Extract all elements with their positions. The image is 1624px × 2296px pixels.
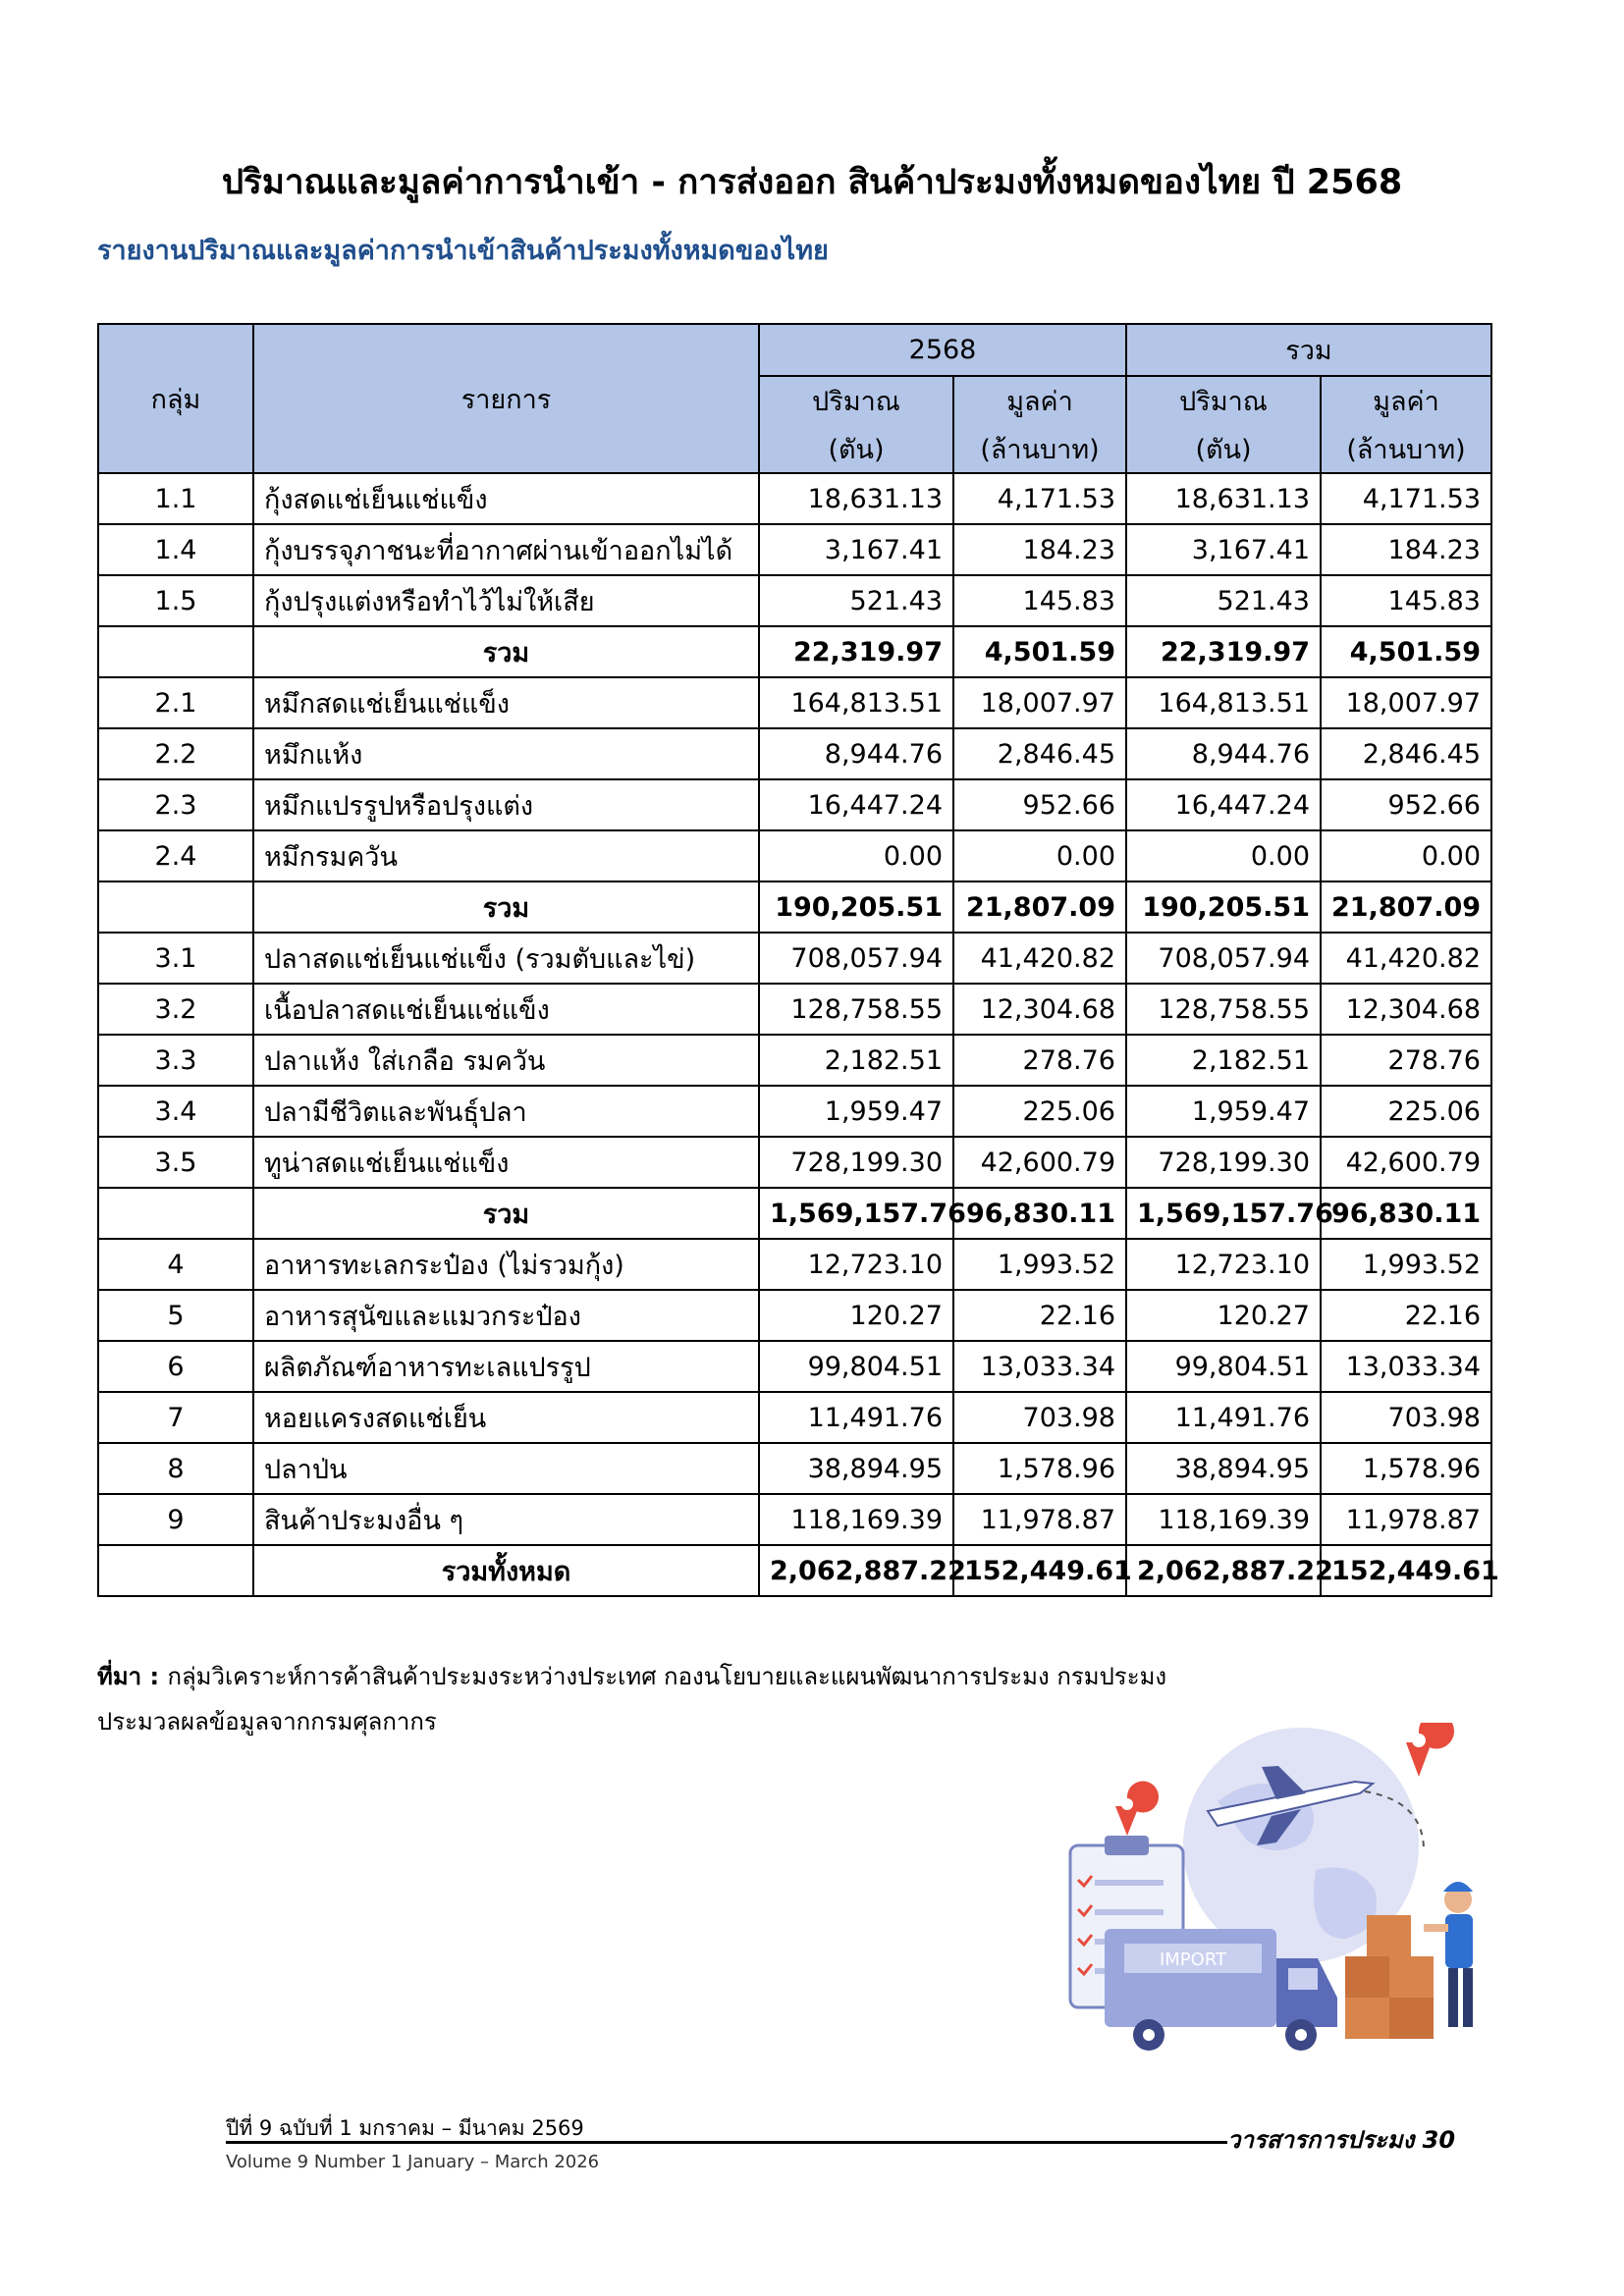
row-total-value: 42,600.79 <box>1321 1137 1491 1188</box>
row-value: 12,304.68 <box>953 984 1126 1035</box>
row-item: หมึกแปรรูปหรือปรุงแต่ง <box>253 779 759 830</box>
truck-label: IMPORT <box>1159 1949 1227 1970</box>
table-row <box>98 830 1491 881</box>
table-row <box>98 1239 1491 1290</box>
row-total-value: 0.00 <box>1321 830 1491 881</box>
subtotal-row <box>98 626 1491 677</box>
row-value: 703.98 <box>953 1392 1126 1443</box>
row-total-value: 41,420.82 <box>1321 933 1491 984</box>
grand-total-label: รวมทั้งหมด <box>253 1545 759 1596</box>
row-total-qty: 708,057.94 <box>1126 933 1321 984</box>
row-item: รวม <box>253 1188 759 1239</box>
journal-page: วารสารการประมง 30 <box>1227 2126 1456 2154</box>
row-total-value: 11,978.87 <box>1321 1494 1491 1545</box>
row-code: 7 <box>98 1392 253 1443</box>
header-value: มูลค่า <box>953 376 1126 425</box>
row-qty: 1,959.47 <box>759 1086 953 1137</box>
row-total-value: 2,846.45 <box>1321 728 1491 779</box>
row-item: กุ้งปรุงแต่งหรือทำไว้ไม่ให้เสีย <box>253 575 759 626</box>
table-row <box>98 933 1491 984</box>
row-qty: 521.43 <box>759 575 953 626</box>
row-total-qty: 3,167.41 <box>1126 524 1321 575</box>
row-code: 1.4 <box>98 524 253 575</box>
page-title: ปริมาณและมูลค่าการนำเข้า - การส่งออก สินค้าประมงทั้งหมดของไทย ปี 2568 <box>221 163 1403 202</box>
row-total-qty: 22,319.97 <box>1126 626 1321 677</box>
row-qty: 38,894.95 <box>759 1443 953 1494</box>
row-item: อาหารทะเลกระป๋อง (ไม่รวมกุ้ง) <box>253 1239 759 1290</box>
row-item: กุ้งบรรจุภาชนะที่อากาศผ่านเข้าออกไม่ได้ <box>253 524 759 575</box>
row-value: 21,807.09 <box>953 881 1126 933</box>
row-total-value: 952.66 <box>1321 779 1491 830</box>
row-total-qty: 18,631.13 <box>1126 473 1321 524</box>
header-qty-unit: (ตัน) <box>759 425 953 473</box>
table-row <box>98 1035 1491 1086</box>
row-total-value: 1,993.52 <box>1321 1239 1491 1290</box>
row-qty: 99,804.51 <box>759 1341 953 1392</box>
row-total-qty: 1,959.47 <box>1126 1086 1321 1137</box>
grand-total-value: 152,449.61 <box>953 1545 1126 1596</box>
row-item: ทูน่าสดแช่เย็นแช่แข็ง <box>253 1137 759 1188</box>
row-value: 0.00 <box>953 830 1126 881</box>
row-code <box>98 626 253 677</box>
row-total-value: 4,501.59 <box>1321 626 1491 677</box>
row-total-qty: 12,723.10 <box>1126 1239 1321 1290</box>
row-qty: 164,813.51 <box>759 677 953 728</box>
location-pin-icon <box>1406 1723 1454 1777</box>
grand-total-row <box>98 1545 1491 1596</box>
row-item: ปลาแห้ง ใส่เกลือ รมควัน <box>253 1035 759 1086</box>
table-row <box>98 575 1491 626</box>
import-data-table <box>97 323 1499 1597</box>
row-total-value: 1,578.96 <box>1321 1443 1491 1494</box>
table-row <box>98 677 1491 728</box>
row-code: 8 <box>98 1443 253 1494</box>
row-code: 1.1 <box>98 473 253 524</box>
row-total-value: 703.98 <box>1321 1392 1491 1443</box>
row-value: 1,578.96 <box>953 1443 1126 1494</box>
row-value: 22.16 <box>953 1290 1126 1341</box>
row-value: 225.06 <box>953 1086 1126 1137</box>
row-code <box>98 881 253 933</box>
row-item: หมึกแห้ง <box>253 728 759 779</box>
row-qty: 190,205.51 <box>759 881 953 933</box>
row-total-qty: 521.43 <box>1126 575 1321 626</box>
row-value: 145.83 <box>953 575 1126 626</box>
row-code <box>98 1188 253 1239</box>
issue-thai: ปีที่ 9 ฉบับที่ 1 มกราคม – มีนาคม 2569 <box>226 2116 584 2140</box>
import-illustration <box>1060 1723 1502 2086</box>
header-item: รายการ <box>253 324 759 473</box>
source-line-1: กลุ่มวิเคราะห์การค้าสินค้าประมงระหว่างประเทศ กองนโยบายและแผนพัฒนาการประมง กรมประมง <box>167 1663 1167 1690</box>
subtotal-row <box>98 1188 1491 1239</box>
row-code: 4 <box>98 1239 253 1290</box>
row-total-value: 12,304.68 <box>1321 984 1491 1035</box>
subtotal-row <box>98 881 1491 933</box>
table-row <box>98 1494 1491 1545</box>
row-code: 5 <box>98 1290 253 1341</box>
header-value-unit: (ล้านบาท) <box>953 425 1126 473</box>
row-code: 3.4 <box>98 1086 253 1137</box>
row-code: 1.5 <box>98 575 253 626</box>
table-row <box>98 1137 1491 1188</box>
table-row <box>98 1086 1491 1137</box>
row-code: 2.3 <box>98 779 253 830</box>
row-total-qty: 38,894.95 <box>1126 1443 1321 1494</box>
row-total-qty: 190,205.51 <box>1126 881 1321 933</box>
row-total-qty: 118,169.39 <box>1126 1494 1321 1545</box>
table-subtitle: รายงานปริมาณและมูลค่าการนำเข้าสินค้าประมงทั้งหมดของไทย <box>97 236 829 266</box>
row-total-value: 225.06 <box>1321 1086 1491 1137</box>
grand-total-all-value: 152,449.61 <box>1321 1545 1491 1596</box>
row-total-qty: 2,182.51 <box>1126 1035 1321 1086</box>
header-total-qty: ปริมาณ <box>1126 376 1321 425</box>
row-code: 9 <box>98 1494 253 1545</box>
row-qty: 8,944.76 <box>759 728 953 779</box>
row-code: 3.5 <box>98 1137 253 1188</box>
row-qty: 16,447.24 <box>759 779 953 830</box>
row-item: กุ้งสดแช่เย็นแช่แข็ง <box>253 473 759 524</box>
row-total-value: 21,807.09 <box>1321 881 1491 933</box>
table-row <box>98 1392 1491 1443</box>
row-item: ปลาสดแช่เย็นแช่แข็ง (รวมตับและไข่) <box>253 933 759 984</box>
row-total-value: 13,033.34 <box>1321 1341 1491 1392</box>
row-item: สินค้าประมงอื่น ๆ <box>253 1494 759 1545</box>
table-row <box>98 473 1491 524</box>
source-label: ที่มา : <box>97 1663 160 1690</box>
row-item: อาหารสุนัขและแมวกระป๋อง <box>253 1290 759 1341</box>
issue-english: Volume 9 Number 1 January – March 2026 <box>226 2152 600 2172</box>
row-qty: 18,631.13 <box>759 473 953 524</box>
row-total-value: 22.16 <box>1321 1290 1491 1341</box>
row-code <box>98 1545 253 1596</box>
row-item: ปลาป่น <box>253 1443 759 1494</box>
row-item: หอยแครงสดแช่เย็น <box>253 1392 759 1443</box>
row-value: 13,033.34 <box>953 1341 1126 1392</box>
row-qty: 1,569,157.76 <box>759 1188 953 1239</box>
row-value: 11,978.87 <box>953 1494 1126 1545</box>
row-code: 3.2 <box>98 984 253 1035</box>
row-qty: 728,199.30 <box>759 1137 953 1188</box>
row-total-qty: 99,804.51 <box>1126 1341 1321 1392</box>
header-total: รวม <box>1126 324 1491 376</box>
header-total-value-unit: (ล้านบาท) <box>1321 425 1491 473</box>
row-code: 2.4 <box>98 830 253 881</box>
grand-total-qty: 2,062,887.22 <box>759 1545 953 1596</box>
header-total-value: มูลค่า <box>1321 376 1491 425</box>
row-total-qty: 1,569,157.76 <box>1126 1188 1321 1239</box>
row-total-value: 184.23 <box>1321 524 1491 575</box>
row-value: 18,007.97 <box>953 677 1126 728</box>
row-value: 184.23 <box>953 524 1126 575</box>
row-value: 2,846.45 <box>953 728 1126 779</box>
row-total-qty: 8,944.76 <box>1126 728 1321 779</box>
row-qty: 3,167.41 <box>759 524 953 575</box>
row-value: 41,420.82 <box>953 933 1126 984</box>
row-code: 3.3 <box>98 1035 253 1086</box>
table-row <box>98 728 1491 779</box>
table-row <box>98 1290 1491 1341</box>
row-value: 4,501.59 <box>953 626 1126 677</box>
row-value: 952.66 <box>953 779 1126 830</box>
row-total-value: 278.76 <box>1321 1035 1491 1086</box>
row-value: 278.76 <box>953 1035 1126 1086</box>
row-qty: 118,169.39 <box>759 1494 953 1545</box>
row-total-qty: 11,491.76 <box>1126 1392 1321 1443</box>
row-item: รวม <box>253 881 759 933</box>
row-total-value: 4,171.53 <box>1321 473 1491 524</box>
grand-total-all-qty: 2,062,887.22 <box>1126 1545 1321 1596</box>
row-item: ผลิตภัณฑ์อาหารทะเลแปรรูป <box>253 1341 759 1392</box>
row-value: 42,600.79 <box>953 1137 1126 1188</box>
header-group: กลุ่ม <box>98 324 253 473</box>
row-item: ปลามีชีวิตและพันธุ์ปลา <box>253 1086 759 1137</box>
table-row <box>98 1443 1491 1494</box>
row-total-value: 145.83 <box>1321 575 1491 626</box>
source-line-2: ประมวลผลข้อมูลจากกรมศุลกากร <box>97 1708 437 1735</box>
row-qty: 0.00 <box>759 830 953 881</box>
row-code: 3.1 <box>98 933 253 984</box>
table-row <box>98 524 1491 575</box>
row-item: เนื้อปลาสดแช่เย็นแช่แข็ง <box>253 984 759 1035</box>
row-qty: 22,319.97 <box>759 626 953 677</box>
table-row <box>98 1341 1491 1392</box>
row-total-qty: 128,758.55 <box>1126 984 1321 1035</box>
row-qty: 708,057.94 <box>759 933 953 984</box>
row-total-qty: 164,813.51 <box>1126 677 1321 728</box>
table-row <box>98 779 1491 830</box>
row-value: 1,993.52 <box>953 1239 1126 1290</box>
header-qty: ปริมาณ <box>759 376 953 425</box>
location-pin-icon <box>1115 1782 1159 1837</box>
row-total-qty: 16,447.24 <box>1126 779 1321 830</box>
row-item: หมึกสดแช่เย็นแช่แข็ง <box>253 677 759 728</box>
row-code: 2.2 <box>98 728 253 779</box>
row-qty: 120.27 <box>759 1290 953 1341</box>
row-qty: 128,758.55 <box>759 984 953 1035</box>
header-total-qty-unit: (ตัน) <box>1126 425 1321 473</box>
header-year: 2568 <box>759 324 1126 376</box>
row-code: 2.1 <box>98 677 253 728</box>
row-qty: 2,182.51 <box>759 1035 953 1086</box>
row-total-qty: 0.00 <box>1126 830 1321 881</box>
row-value: 96,830.11 <box>953 1188 1126 1239</box>
row-total-qty: 120.27 <box>1126 1290 1321 1341</box>
row-item: รวม <box>253 626 759 677</box>
row-qty: 12,723.10 <box>759 1239 953 1290</box>
row-value: 4,171.53 <box>953 473 1126 524</box>
row-qty: 11,491.76 <box>759 1392 953 1443</box>
footer-divider <box>226 2141 1227 2144</box>
table-row <box>98 984 1491 1035</box>
row-total-value: 18,007.97 <box>1321 677 1491 728</box>
row-total-value: 96,830.11 <box>1321 1188 1491 1239</box>
row-code: 6 <box>98 1341 253 1392</box>
row-total-qty: 728,199.30 <box>1126 1137 1321 1188</box>
row-item: หมึกรมควัน <box>253 830 759 881</box>
